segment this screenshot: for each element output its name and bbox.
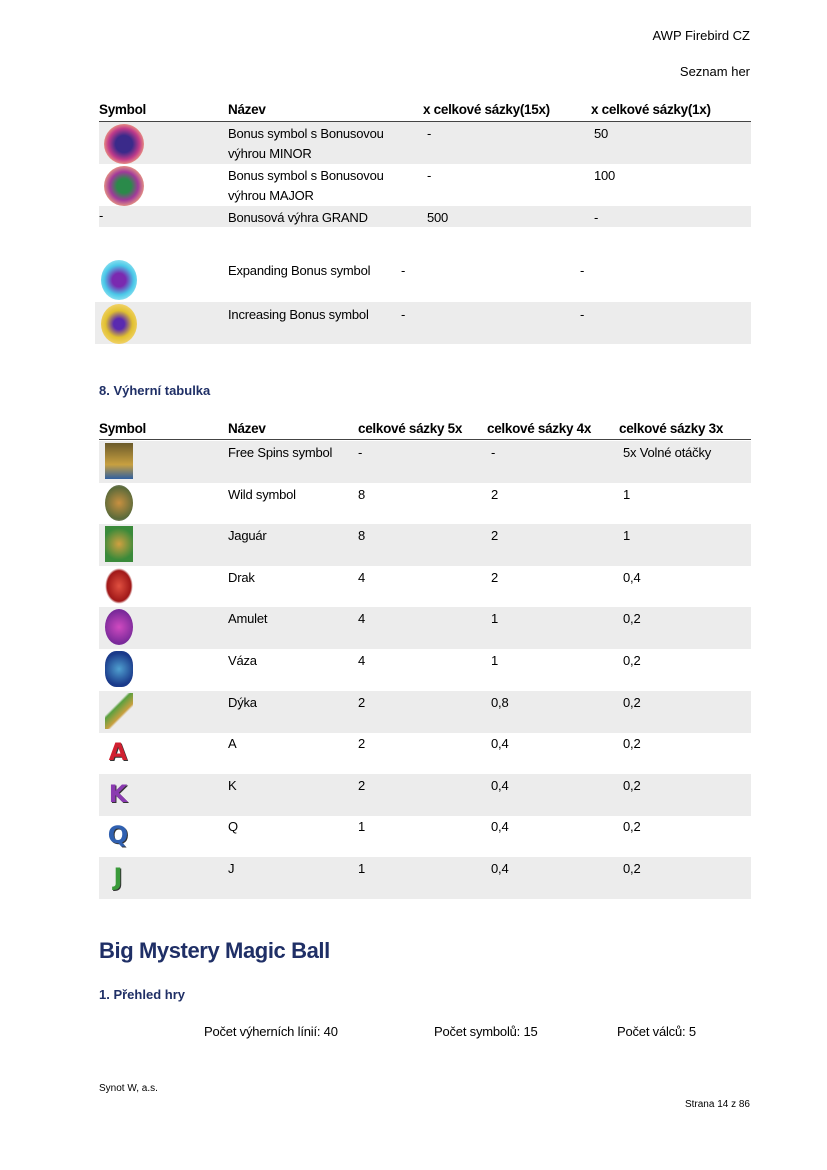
column-header: celkové sázky 5x bbox=[358, 421, 463, 436]
name-cell: Bonus symbol s Bonusovou bbox=[228, 126, 384, 141]
name-cell: Free Spins symbol bbox=[228, 445, 333, 460]
table-row bbox=[95, 258, 751, 302]
game-title: Big Mystery Magic Ball bbox=[99, 938, 330, 963]
multiplier-1x-cell: - bbox=[580, 307, 585, 322]
payout-3x-cell: 0,2 bbox=[623, 736, 641, 751]
vase-icon bbox=[105, 651, 133, 687]
multiplier-15x-cell: - bbox=[401, 307, 406, 322]
payout-3x-cell: 0,2 bbox=[623, 778, 641, 793]
table-row bbox=[99, 649, 751, 691]
payout-4x-cell: 0,4 bbox=[491, 819, 509, 834]
minor-bonus-coin-icon bbox=[104, 124, 144, 164]
payout-4x-cell: 0,8 bbox=[491, 695, 509, 710]
increasing-bonus-coin-icon bbox=[101, 304, 137, 344]
column-header: celkové sázky 4x bbox=[487, 421, 592, 436]
table-row bbox=[99, 164, 751, 206]
name-cell: Expanding Bonus symbol bbox=[228, 263, 371, 278]
name-cell: J bbox=[228, 861, 235, 876]
letter-a-icon: A bbox=[108, 738, 128, 766]
column-header: Název bbox=[228, 102, 266, 117]
payout-5x-cell: 2 bbox=[358, 695, 366, 710]
header-subtitle: Seznam her bbox=[679, 64, 750, 79]
name-cell: Jaguár bbox=[228, 528, 267, 543]
table-row bbox=[99, 607, 751, 649]
multiplier-1x-cell: 50 bbox=[594, 126, 609, 141]
payout-3x-cell: 1 bbox=[623, 487, 631, 502]
payout-5x-cell: 2 bbox=[358, 778, 366, 793]
dagger-icon bbox=[105, 693, 133, 729]
payout-4x-cell: - bbox=[491, 445, 496, 460]
multiplier-15x-cell: - bbox=[401, 263, 406, 278]
payout-5x-cell: 2 bbox=[358, 736, 366, 751]
payout-5x-cell: 8 bbox=[358, 528, 366, 543]
expanding-bonus-coin-icon bbox=[101, 260, 137, 300]
column-header: x celkové sázky(15x) bbox=[423, 102, 550, 117]
symbol-cell: - bbox=[99, 208, 104, 223]
table-row bbox=[99, 732, 751, 774]
name-cell: Increasing Bonus symbol bbox=[228, 307, 369, 322]
footer-page-number: Strana 14 z 86 bbox=[684, 1099, 750, 1110]
table-row bbox=[99, 206, 751, 227]
header-divider bbox=[99, 439, 751, 440]
payout-3x-cell: 0,2 bbox=[623, 819, 641, 834]
payout-4x-cell: 2 bbox=[491, 528, 499, 543]
table-row bbox=[95, 302, 751, 344]
name-cell: Váza bbox=[228, 653, 257, 668]
multiplier-15x-cell: - bbox=[427, 126, 432, 141]
wild-icon bbox=[105, 485, 133, 521]
letter-k-icon: K bbox=[108, 780, 128, 808]
table-row bbox=[99, 774, 751, 816]
payout-3x-cell: 0,4 bbox=[623, 570, 641, 585]
name-cell: Bonusová výhra GRAND bbox=[228, 210, 368, 225]
payout-4x-cell: 1 bbox=[491, 611, 499, 626]
dragon-icon bbox=[105, 568, 133, 604]
name-cell-line2: výhrou MINOR bbox=[228, 146, 312, 161]
section-heading: 8. Výherní tabulka bbox=[99, 383, 211, 398]
name-cell-line2: výhrou MAJOR bbox=[228, 188, 314, 203]
table-row bbox=[99, 815, 751, 857]
name-cell: Q bbox=[228, 819, 238, 834]
payout-5x-cell: 1 bbox=[358, 861, 366, 876]
name-cell: A bbox=[228, 736, 237, 751]
payout-3x-cell: 5x Volné otáčky bbox=[623, 445, 712, 460]
name-cell: Bonus symbol s Bonusovou bbox=[228, 168, 384, 183]
payout-3x-cell: 0,2 bbox=[623, 695, 641, 710]
column-header: Symbol bbox=[99, 102, 146, 117]
paylines-count: Počet výherních línií: 40 bbox=[204, 1024, 338, 1039]
payout-4x-cell: 0,4 bbox=[491, 778, 509, 793]
payout-5x-cell: 4 bbox=[358, 653, 366, 668]
column-header: x celkové sázky(1x) bbox=[591, 102, 711, 117]
table-row bbox=[99, 122, 751, 164]
name-cell: K bbox=[228, 778, 237, 793]
free-spins-icon bbox=[105, 443, 133, 479]
multiplier-15x-cell: 500 bbox=[427, 210, 449, 225]
name-cell: Dýka bbox=[228, 695, 257, 710]
header-title: AWP Firebird CZ bbox=[652, 28, 750, 43]
table-row bbox=[99, 524, 751, 566]
reels-count: Počet válců: 5 bbox=[617, 1024, 696, 1039]
multiplier-1x-cell: 100 bbox=[594, 168, 616, 183]
letter-j-icon: J bbox=[113, 863, 123, 891]
payout-5x-cell: - bbox=[358, 445, 363, 460]
symbols-count: Počet symbolů: 15 bbox=[434, 1024, 538, 1039]
table-row bbox=[99, 691, 751, 733]
payout-5x-cell: 1 bbox=[358, 819, 366, 834]
column-header: celkové sázky 3x bbox=[619, 421, 724, 436]
payout-4x-cell: 0,4 bbox=[491, 736, 509, 751]
multiplier-1x-cell: - bbox=[594, 210, 599, 225]
payout-4x-cell: 2 bbox=[491, 487, 499, 502]
payout-3x-cell: 0,2 bbox=[623, 861, 641, 876]
payout-5x-cell: 8 bbox=[358, 487, 366, 502]
multiplier-1x-cell: - bbox=[580, 263, 585, 278]
payout-4x-cell: 1 bbox=[491, 653, 499, 668]
payout-3x-cell: 0,2 bbox=[623, 611, 641, 626]
payout-3x-cell: 1 bbox=[623, 528, 631, 543]
section-heading: 1. Přehled hry bbox=[99, 987, 185, 1002]
payout-4x-cell: 2 bbox=[491, 570, 499, 585]
amulet-icon bbox=[105, 609, 133, 645]
table-row bbox=[99, 483, 751, 525]
multiplier-15x-cell: - bbox=[427, 168, 432, 183]
table-row bbox=[99, 566, 751, 608]
payout-5x-cell: 4 bbox=[358, 570, 366, 585]
letter-q-icon: Q bbox=[107, 821, 129, 849]
footer-company: Synot W, a.s. bbox=[99, 1083, 158, 1094]
column-header: Symbol bbox=[99, 421, 146, 436]
payout-4x-cell: 0,4 bbox=[491, 861, 509, 876]
name-cell: Wild symbol bbox=[228, 487, 296, 502]
major-bonus-coin-icon bbox=[104, 166, 144, 206]
table-row bbox=[99, 857, 751, 899]
name-cell: Amulet bbox=[228, 611, 268, 626]
name-cell: Drak bbox=[228, 570, 255, 585]
payout-5x-cell: 4 bbox=[358, 611, 366, 626]
jaguar-icon bbox=[105, 526, 133, 562]
column-header: Název bbox=[228, 421, 266, 436]
payout-3x-cell: 0,2 bbox=[623, 653, 641, 668]
